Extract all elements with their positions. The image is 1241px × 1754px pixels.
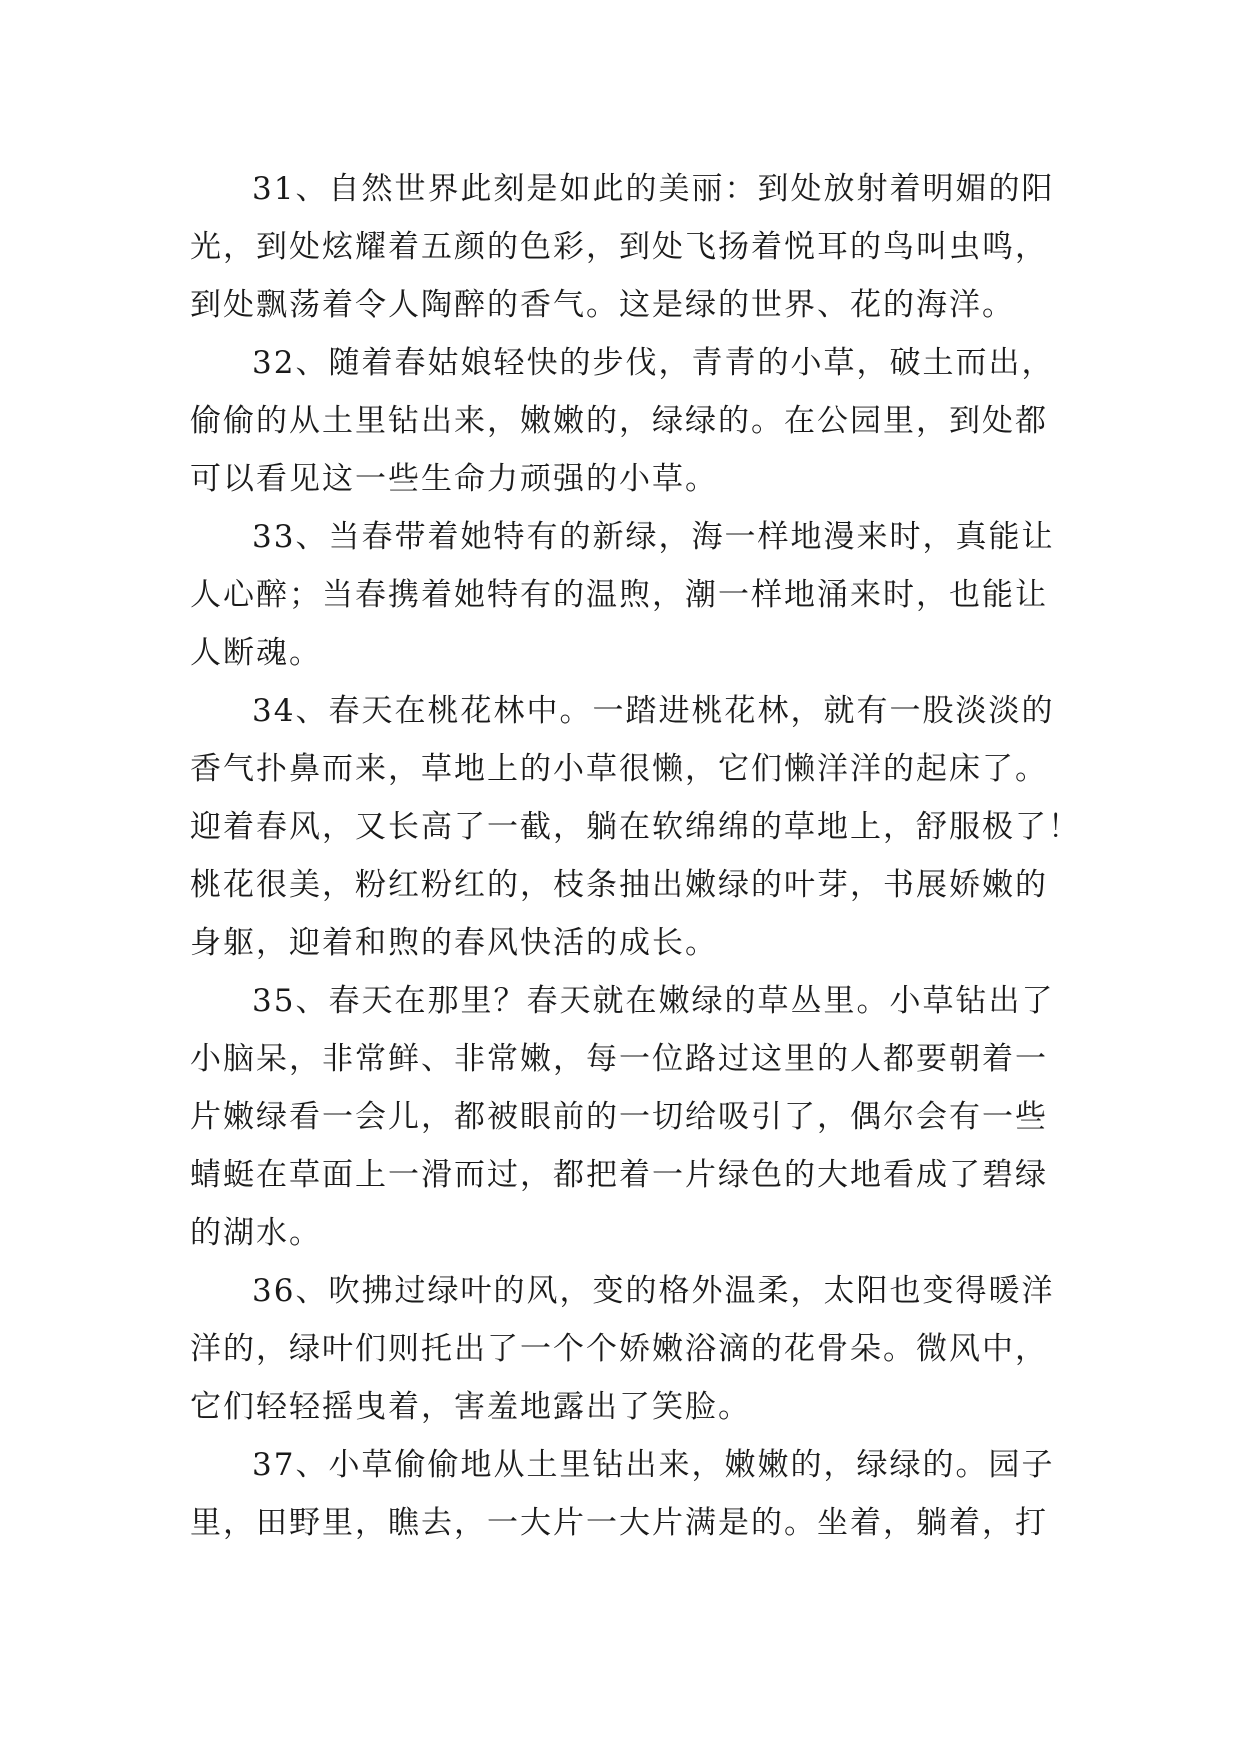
text-line: 它们轻轻摇曳着，害羞地露出了笑脸。 — [190, 1389, 751, 1425]
text-line: 里，田野里，瞧去，一大片一大片满是的。坐着，躺着，打 — [190, 1505, 1048, 1541]
text-line: 蜻蜓在草面上一滑而过，都把着一片绿色的大地看成了碧绿 — [190, 1157, 1048, 1193]
text-line: 身躯，迎着和煦的春风快活的成长。 — [190, 925, 718, 961]
text-line: 光，到处炫耀着五颜的色彩，到处飞扬着悦耳的鸟叫虫鸣， — [190, 229, 1048, 265]
paragraph-31 — [190, 160, 1070, 334]
text-line: 34、春天在桃花林中。一踏进桃花林，就有一股淡淡的 — [252, 693, 1055, 729]
paragraph-36 — [190, 1262, 1070, 1436]
text-line: 人心醉；当春携着她特有的温煦，潮一样地涌来时，也能让 — [190, 577, 1048, 613]
text-line: 到处飘荡着令人陶醉的香气。这是绿的世界、花的海洋。 — [190, 287, 1015, 323]
paragraph-33 — [190, 508, 1070, 682]
paragraph-35 — [190, 972, 1070, 1262]
text-line: 香气扑鼻而来，草地上的小草很懒，它们懒洋洋的起床了。 — [190, 751, 1048, 787]
paragraph-37 — [190, 1436, 1070, 1552]
text-line: 可以看见这一些生命力顽强的小草。 — [190, 461, 718, 497]
paragraph-34 — [190, 682, 1081, 972]
text-line: 人断魂。 — [190, 635, 322, 671]
text-line: 偷偷的从土里钻出来，嫩嫩的，绿绿的。在公园里，到处都 — [190, 403, 1048, 439]
text-line: 小脑呆，非常鲜、非常嫩，每一位路过这里的人都要朝着一 — [190, 1041, 1048, 1077]
text-line: 31、自然世界此刻是如此的美丽：到处放射着明媚的阳 — [252, 171, 1055, 207]
paragraph-32 — [190, 334, 1070, 508]
text-line: 35、春天在那里？春天就在嫩绿的草丛里。小草钻出了 — [252, 983, 1055, 1019]
document-body — [190, 160, 1081, 1552]
text-line: 洋的，绿叶们则托出了一个个娇嫩浴滴的花骨朵。微风中， — [190, 1331, 1048, 1367]
text-line: 的湖水。 — [190, 1215, 322, 1251]
text-line: 片嫩绿看一会儿，都被眼前的一切给吸引了，偶尔会有一些 — [190, 1099, 1048, 1135]
text-line: 桃花很美，粉红粉红的，枝条抽出嫩绿的叶芽，书展娇嫩的 — [190, 867, 1048, 903]
text-line: 37、小草偷偷地从土里钻出来，嫩嫩的，绿绿的。园子 — [252, 1447, 1055, 1483]
text-line: 32、随着春姑娘轻快的步伐，青青的小草，破土而出， — [252, 345, 1055, 381]
text-line: 36、吹拂过绿叶的风，变的格外温柔，太阳也变得暖洋 — [252, 1273, 1055, 1309]
text-line: 迎着春风，又长高了一截，躺在软绵绵的草地上，舒服极了！ — [190, 809, 1081, 845]
text-line: 33、当春带着她特有的新绿，海一样地漫来时，真能让 — [252, 519, 1055, 555]
